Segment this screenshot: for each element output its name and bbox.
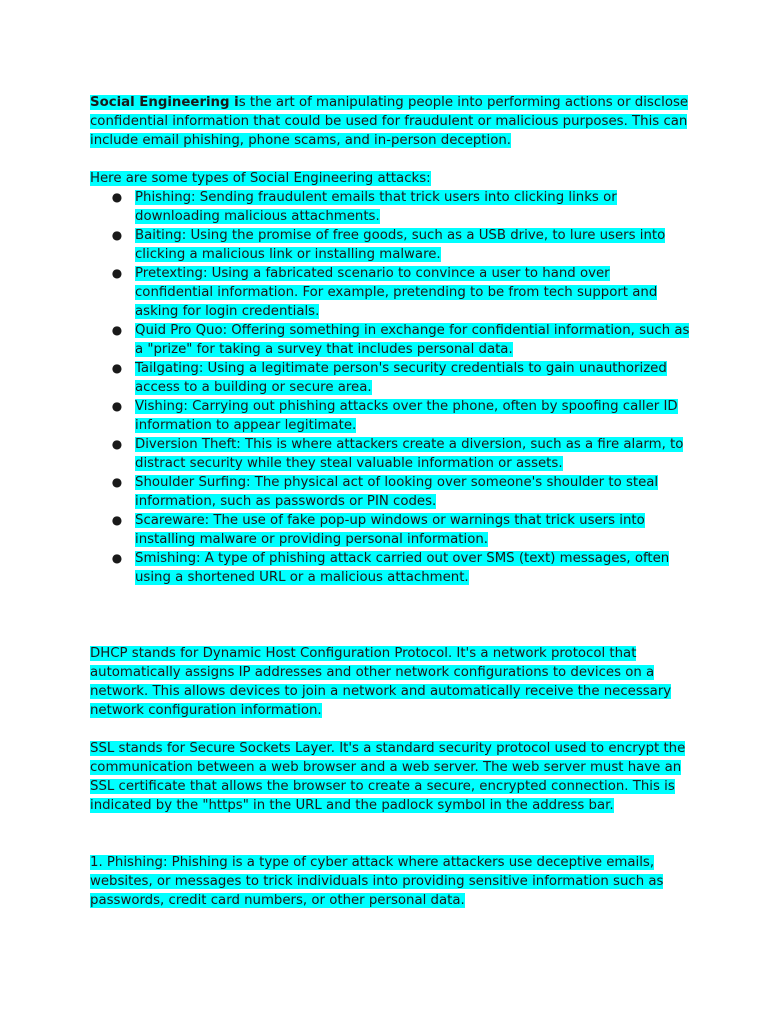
bullet-icon: ● xyxy=(111,437,123,451)
bullet-icon: ● xyxy=(111,228,123,242)
list-item: ● Diversion Theft: This is where attackers create a diversion, such as a fire alarm, to distract security while they steal valuable information or assets. xyxy=(111,437,684,471)
intro-paragraph xyxy=(90,93,690,150)
bullet-icon: ● xyxy=(111,475,123,489)
bullet-icon: ● xyxy=(111,323,123,337)
list-item: ● Shoulder Surfing: The physical act of looking over someone's shoulder to steal information, such as passwords or PIN codes. xyxy=(111,475,659,509)
list-item: ● Smishing: A type of phishing attack carried out over SMS (text) messages, often using a shortened URL or a malicious attachment. xyxy=(111,551,670,585)
list-item: ● Pretexting: Using a fabricated scenario to convince a user to hand over confidential information. For example, pretending to be from tech support and asking for login credentials. xyxy=(111,266,658,319)
list-item: ● Quid Pro Quo: Offering something in exchange for confidential information, such as a "prize" for taking a survey that includes personal data. xyxy=(111,323,690,357)
list-item: ● Tailgating: Using a legitimate person's security credentials to gain unauthorized access to a building or secure area. xyxy=(111,361,667,395)
types-heading: Here are some types of Social Engineering attacks: xyxy=(90,171,431,186)
list-item: ● Scareware: The use of fake pop-up windows or warnings that trick users into installing malware or providing personal information. xyxy=(111,513,645,547)
list-item: ● Vishing: Carrying out phishing attacks over the phone, often by spoofing caller ID information to appear legitimate. xyxy=(111,399,678,433)
phishing-definition-paragraph: 1. Phishing: Phishing is a type of cyber attack where attackers use deceptive emails, websites, or messages to trick individuals into providing sensitive information such as passwords, credit card numbers, or other personal data. xyxy=(90,855,664,908)
list-item: ● Baiting: Using the promise of free goods, such as a USB drive, to lure users into clicking a malicious link or installing malware. xyxy=(111,228,666,262)
bullet-icon: ● xyxy=(111,513,123,527)
document-page xyxy=(90,93,690,910)
attack-types-list xyxy=(90,188,690,587)
spacer xyxy=(90,720,690,739)
list-item: ● Phishing: Sending fraudulent emails that trick users into clicking links or downloading malicious attachments. xyxy=(111,190,617,224)
bullet-icon: ● xyxy=(111,399,123,413)
intro-term: Social Engineering i xyxy=(90,95,239,110)
bullet-icon: ● xyxy=(111,190,123,204)
intro-text: s the art of manipulating people into performing actions or disclose confidential information that could be used for fraudulent or malicious purposes. This can include email phishing, phone scams, and in-person deception. xyxy=(90,95,689,148)
bullet-icon: ● xyxy=(111,361,123,375)
spacer xyxy=(90,815,690,853)
bullet-icon: ● xyxy=(111,551,123,565)
spacer xyxy=(90,587,690,644)
dhcp-paragraph: DHCP stands for Dynamic Host Configuration Protocol. It's a network protocol that automatically assigns IP addresses and other network configurations to devices on a network. This allows devices to join a network and automatically receive the necessary network configuration information. xyxy=(90,646,672,718)
spacer xyxy=(90,150,690,169)
ssl-paragraph: SSL stands for Secure Sockets Layer. It's a standard security protocol used to encrypt the communication between a web browser and a web server. The web server must have an SSL certificate that allows the browser to create a secure, encrypted connection. This is indicated by the "https" in the URL and the padlock symbol in the address bar. xyxy=(90,741,686,813)
bullet-icon: ● xyxy=(111,266,123,280)
